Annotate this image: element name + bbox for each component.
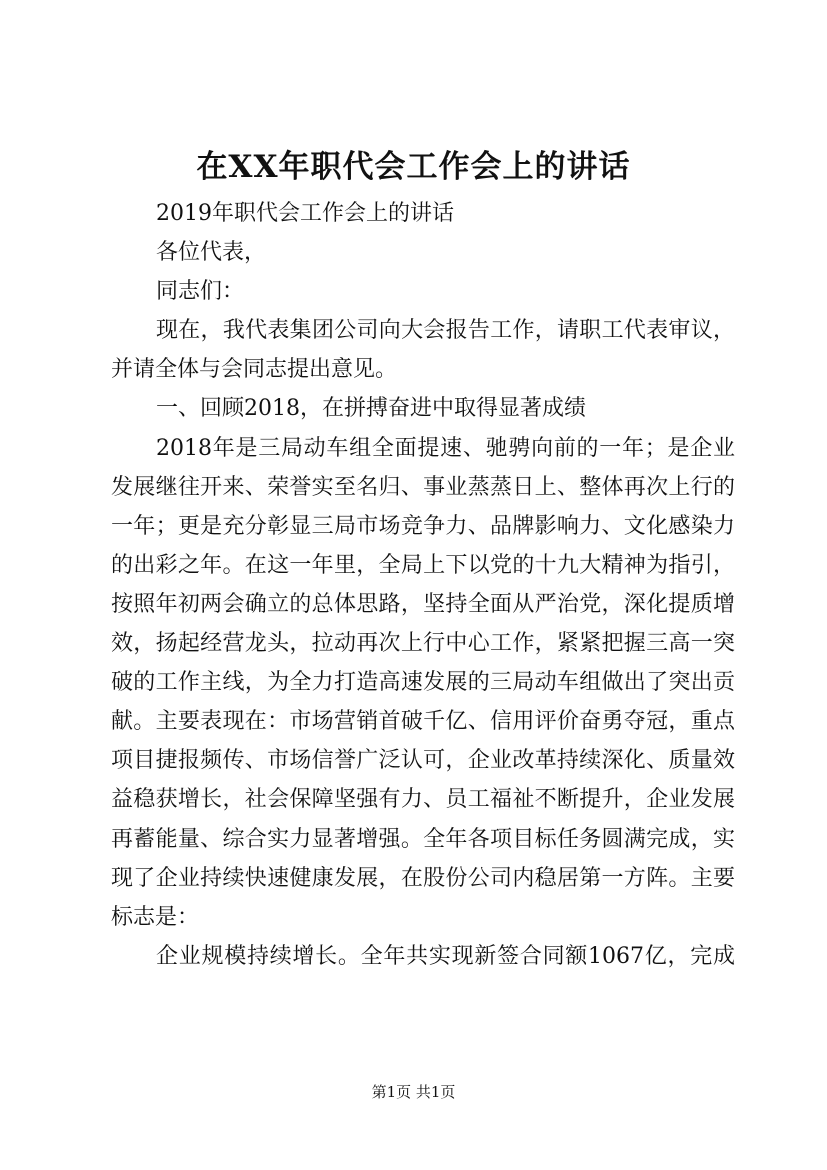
paragraph-line: 再蓄能量、综合实力显著增强。全年各项目标任务圆满完成，实 <box>111 826 735 852</box>
paragraph-line: 企业规模持续增长。全年共实现新签合同额1067亿，完成 <box>156 943 735 969</box>
document-body <box>111 194 735 976</box>
greeting-paragraph-2 <box>111 272 735 311</box>
paragraph-line: 项目捷报频传、市场信誉广泛认可，企业改革持续深化、质量效 <box>111 748 735 774</box>
intro-paragraph <box>111 311 735 389</box>
heading-line: 一、回顾2018，在拼搏奋进中取得显著成绩 <box>156 396 586 422</box>
paragraph-line: 现在，我代表集团公司向大会报告工作，请职工代表审议， <box>156 318 735 344</box>
paragraph-line: 并请全体与会同志提出意见。 <box>111 357 398 383</box>
paragraph-line: 的出彩之年。在这一年里，全局上下以党的十九大精神为指引， <box>111 552 735 578</box>
section-heading <box>111 389 735 428</box>
paragraph-line: 按照年初两会确立的总体思路，坚持全面从严治党，深化提质增 <box>111 591 735 617</box>
document-title: 在XX年职代会工作会上的讲话 <box>196 149 631 185</box>
greeting-line: 同志们： <box>156 279 245 305</box>
subtitle-paragraph <box>111 194 735 233</box>
paragraph-line: 一年；更是充分彰显三局市场竞争力、品牌影响力、文化感染力 <box>111 513 735 539</box>
greeting-line: 各位代表， <box>156 240 267 266</box>
subtitle-line: 2019年职代会工作会上的讲话 <box>156 201 454 226</box>
paragraph-line: 益稳获增长，社会保障坚强有力、员工福祉不断提升，企业发展 <box>111 787 735 813</box>
paragraph-line: 现了企业持续快速健康发展，在股份公司内稳居第一方阵。主要 <box>111 865 735 891</box>
page-footer: 第1页 共1页 <box>371 1083 456 1101</box>
paragraph-line: 破的工作主线，为全力打造高速发展的三局动车组做出了突出贡 <box>111 670 735 696</box>
paragraph-line: 2018年是三局动车组全面提速、驰骋向前的一年；是企业 <box>156 435 735 461</box>
greeting-paragraph-1 <box>111 233 735 272</box>
scale-paragraph <box>111 937 735 976</box>
paragraph-line: 献。主要表现在：市场营销首破千亿、信用评价奋勇夺冠，重点 <box>111 709 735 735</box>
paragraph-line: 标志是： <box>111 904 200 930</box>
review-paragraph <box>111 429 735 937</box>
paragraph-line: 效，扬起经营龙头，拉动再次上行中心工作，紧紧把握三高一突 <box>111 631 735 657</box>
paragraph-line: 发展继往开来、荣誉实至名归、事业蒸蒸日上、整体再次上行的 <box>111 474 735 500</box>
